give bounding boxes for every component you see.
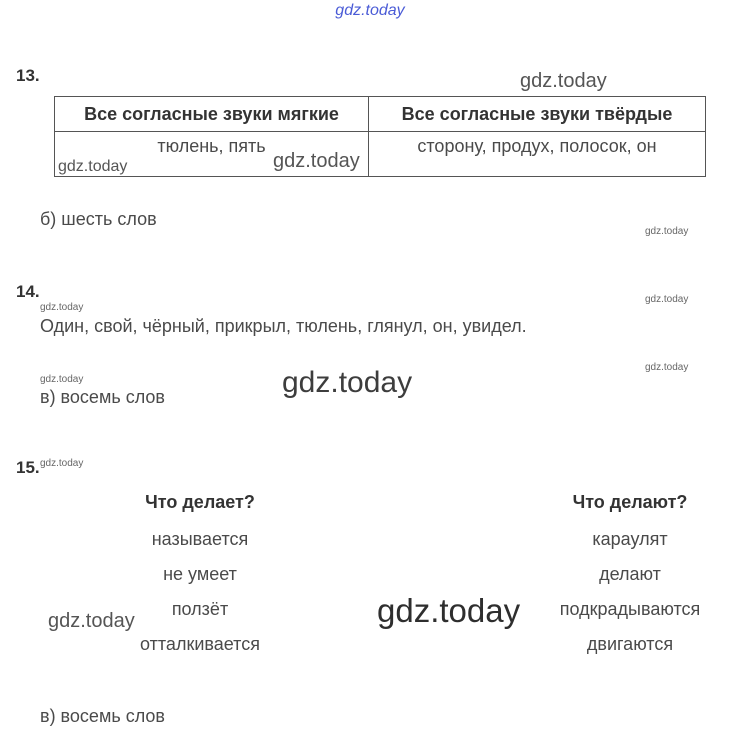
watermark: gdz.today (58, 158, 128, 175)
watermark: gdz.today (40, 302, 84, 313)
watermark: gdz.today (273, 150, 360, 172)
column-heading-plural: Что делают? (572, 492, 688, 512)
list-item: двигаются (586, 634, 674, 654)
watermark: gdz.today (645, 294, 689, 305)
column-heading-singular: Что делает? (145, 492, 255, 512)
watermark: gdz.today (377, 592, 521, 629)
list-item: подкрадываются (559, 599, 701, 619)
watermark: gdz.today (282, 366, 413, 399)
site-header-logo[interactable]: gdz.today (335, 2, 405, 19)
watermark: gdz.today (645, 226, 689, 237)
task-14-answer: в) восемь слов (40, 387, 165, 407)
task-14-text: Один, свой, чёрный, прикрыл, тюлень, глянул, он, увидел. (40, 316, 527, 336)
consonants-table (54, 96, 706, 177)
task-13-number: 13. (16, 66, 40, 85)
task-15-answer: в) восемь слов (40, 706, 165, 726)
watermark: gdz.today (40, 458, 84, 469)
watermark: gdz.today (520, 70, 607, 92)
task-15-number: 15. (16, 458, 40, 477)
list-item: называется (151, 529, 249, 549)
table-cell-hard-words: сторону, продух, полосок, он (369, 132, 706, 177)
table-row (55, 132, 706, 177)
watermark: gdz.today (48, 610, 135, 632)
list-item: ползёт (171, 599, 229, 619)
list-item: делают (599, 564, 661, 584)
watermark: gdz.today (645, 362, 689, 373)
list-item: отталкивается (140, 634, 260, 654)
table-header-hard: Все согласные звуки твёрдые (369, 97, 706, 132)
table-header-row (55, 97, 706, 132)
table-cell-soft-words: тюлень, пять (55, 132, 369, 177)
list-item: не умеет (163, 564, 237, 584)
table-header-soft: Все согласные звуки мягкие (55, 97, 369, 132)
task-13-answer: б) шесть слов (40, 209, 157, 229)
watermark: gdz.today (40, 374, 84, 385)
task-14-number: 14. (16, 282, 40, 301)
list-item: караулят (592, 529, 668, 549)
